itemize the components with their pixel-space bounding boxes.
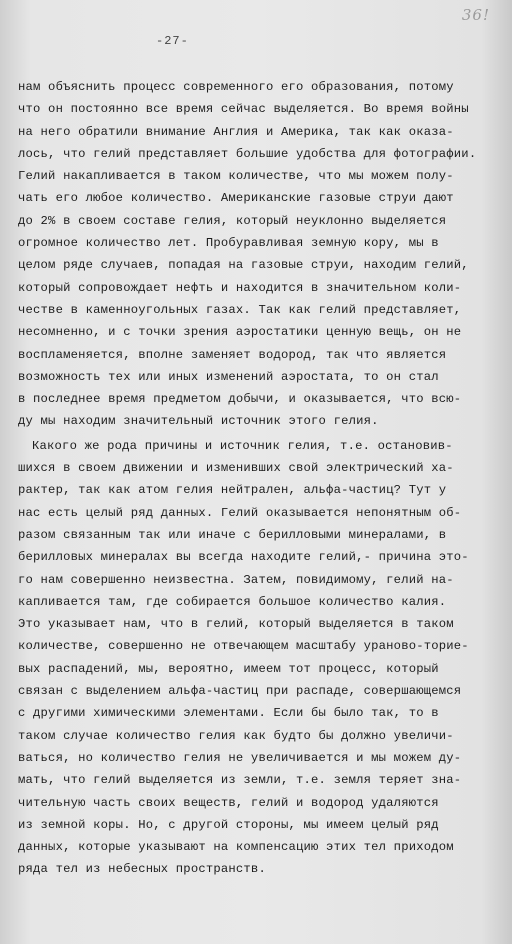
text-line: чительную часть своих веществ, гелий и водород удаляются <box>18 795 439 810</box>
text-line: количестве, совершенно не отвечающем масштабу ураново-ториe- <box>18 639 469 654</box>
text-line: Какого же рода причины и источник гелия, т.е. остановив- <box>32 438 453 453</box>
text-line: Гелий накапливается в таком количестве, что мы можем полу- <box>18 169 454 184</box>
text-line: честве в каменноугольных газах. Так как гелий представляет, <box>18 302 462 317</box>
text-line: на него обратили внимание Англия и Америка, так как оказа- <box>18 124 454 139</box>
text-line: возможность тех или иных изменений аэростата, то он стал <box>18 369 439 384</box>
text-line: ваться, но количество гелия не увеличивается и мы можем ду- <box>18 750 462 765</box>
text-line: с другими химическими элементами. Если бы было так, то в <box>18 706 439 721</box>
text-line: связан с выделением альфа-частиц при распаде, совершающемся <box>18 684 462 699</box>
body-text <box>18 76 502 881</box>
text-line: целом ряде случаев, попадая на газовые струи, находим гелий, <box>18 258 469 273</box>
text-line: мать, что гелий выделяется из земли, т.е. земля теряет зна- <box>18 773 462 788</box>
text-line: нам объяснить процесс современного его образования, потому <box>18 80 454 94</box>
text-line: несомненно, и с точки зрения аэростатики ценную вещь, он не <box>18 325 462 340</box>
archive-page-number: 36! <box>461 6 490 24</box>
text-line: ду мы находим значительный источник этого гелия. <box>18 414 379 429</box>
text-line: который сопровождает нефть и находится в значительном коли- <box>18 280 462 295</box>
text-line: вых распадений, мы, вероятно, имеем тот процесс, который <box>18 661 439 676</box>
text-line: шихся в своем движении и изменивших свой электрический ха- <box>18 461 454 476</box>
text-line: го нам совершенно неизвестна. Затем, повидимому, гелий на- <box>18 572 454 587</box>
text-line: из земной коры. Но, с другой стороны, мы имеем целый ряд <box>18 817 439 832</box>
text-line: воспламеняется, вполне заменяет водород, так что является <box>18 347 447 362</box>
text-line: берилловых минералах вы всегда находите гелий,- причина это- <box>18 550 469 565</box>
text-line: ряда тел из небесных пространств. <box>18 862 266 877</box>
text-line: данных, которые указывают на компенсацию этих тел приходом <box>18 840 454 855</box>
text-line: Это указывает нам, что в гелий, который выделяется в таком <box>18 617 454 632</box>
text-line: рактер, так как атом гелия нейтрален, альфа-частиц? Тут у <box>18 483 447 498</box>
text-line: таком случае количество гелия как будто бы должно увеличи- <box>18 728 454 743</box>
text-line: разом связанным так или иначе с берилловыми минералами, в <box>18 527 447 542</box>
page-number: -27- <box>156 34 189 48</box>
text-line: что он постоянно все время сейчас выделяется. Во время войны <box>18 102 469 117</box>
text-line: чать его любое количество. Американские газовые струи дают <box>18 191 454 206</box>
text-line: лось, что гелий представляет большие удобства для фотографии. <box>18 146 477 161</box>
text-line: нас есть целый ряд данных. Гелий оказывается непонятным об- <box>18 505 462 520</box>
text-line: огромное количество лет. Пробуравливая земную кору, мы в <box>18 236 439 251</box>
text-line: в последнее время предметом добычи, и оказывается, что всю- <box>18 392 462 407</box>
text-line: до 2% в своем составе гелия, который неуклонно выделяется <box>18 213 447 228</box>
text-line: капливается там, где собирается большое количество калия. <box>18 594 447 609</box>
